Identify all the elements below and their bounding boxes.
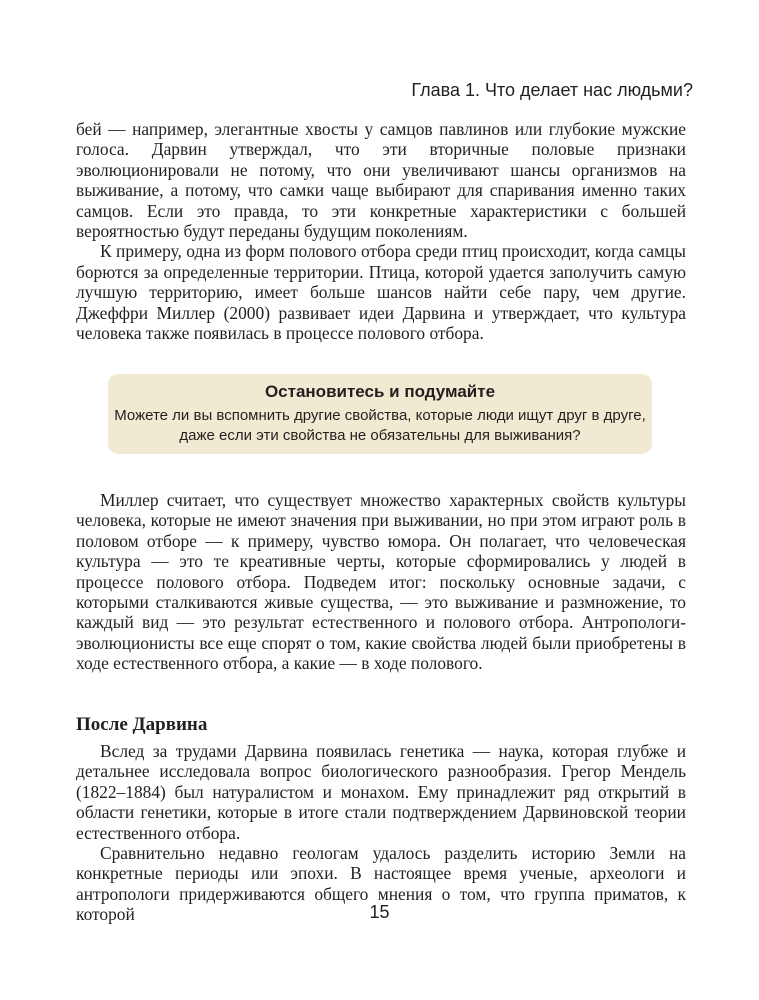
chapter-header: Глава 1. Что делает нас людьми?	[411, 80, 693, 100]
think-callout-box	[108, 374, 652, 454]
section-after-darwin	[76, 713, 686, 925]
section-title: После Дарвина	[76, 714, 208, 735]
paragraph: Вслед за трудами Дарвина появилась генетика — наука, которая глубже и детальнее исследовала вопрос биологического разнообразия. Грегор Мендель (1822–1884) был натуралистом и монахом. Ему принадлежит ряд открытий в области генетики, которые в итоге стали подтверждением Дарвиновской теории естественного отбора.	[76, 741, 686, 843]
page-number: 15	[369, 902, 390, 922]
paragraph-continuation: бей — например, элегантные хвосты у самцов павлинов или глубокие мужские голоса. Дарвин утверждал, что эти вторичные половые признаки эволюционировали не потому, что они увеличивают шансы организмов на выживание, а потому, что самки чаще выбирают для спаривания именно таких самцов. Если это правда, то эти конкретные характеристики с большей вероятностью будут переданы будущим поколениям.	[76, 119, 686, 242]
top-text-block	[76, 119, 686, 343]
middle-text-block	[76, 490, 686, 674]
callout-title: Остановитесь и подумайте	[264, 382, 496, 401]
callout-line: даже если эти свойства не обязательны для выживания?	[179, 427, 581, 444]
paragraph: Миллер считает, что существует множество характерных свойств культуры человека, которые не имеют значения при выживании, но при этом играют роль в половом отборе — к примеру, чувство юмора. Он полагает, что человеческая культура — это те креативные черты, которые сформировались у людей в процессе полового отбора. Подведем итог: поскольку основные задачи, с которыми сталкиваются живые существа, — это выживание и размножение, то каждый вид — это результат естественного и полового отбора. Антропологи-эволюционисты все еще спорят о том, какие свойства людей были приобретены в ходе естественного отбора, а какие — в ходе полового.	[76, 490, 686, 674]
paragraph: К примеру, одна из форм полового отбора среди птиц происходит, когда самцы борются за определенные территории. Птица, которой удается заполучить самую лучшую территорию, имеет больше шансов найти себе пару, чем другие. Джеффри Миллер (2000) развивает идеи Дарвина и утверждает, что культура человека также появилась в процессе полового отбора.	[76, 241, 686, 344]
callout-body	[108, 406, 652, 446]
paragraph: Сравнительно недавно геологам удалось разделить историю Земли на конкретные периоды или эпохи. В настоящее время ученые, археологи и антропологи придерживаются общего мнения о том, что группа приматов, к которой	[76, 843, 686, 925]
callout-line: Можете ли вы вспомнить другие свойства, которые люди ищут друг в друге,	[114, 407, 646, 424]
